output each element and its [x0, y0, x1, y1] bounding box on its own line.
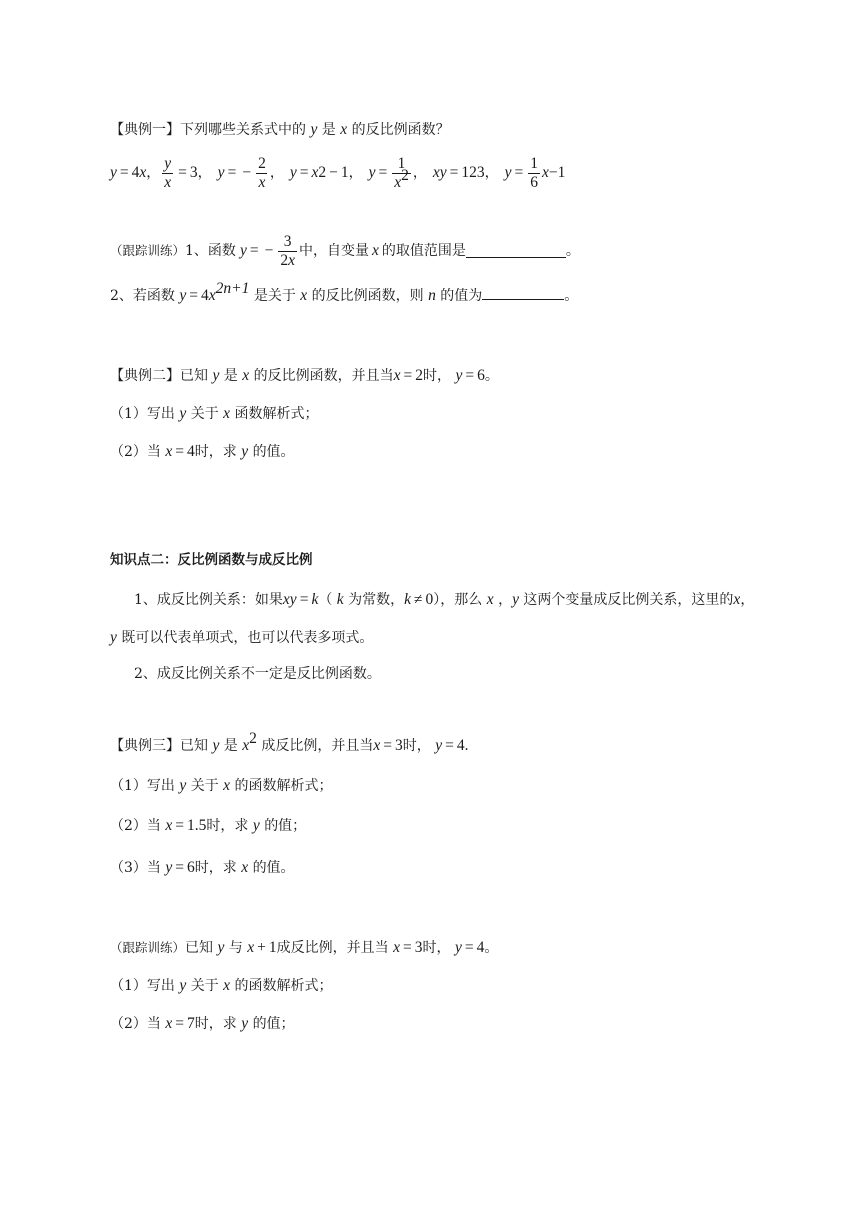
- fraction-1-over-x-squared: $\frac{1}{x^2}$: [394, 154, 409, 191]
- fraction-3-over-2x: $\frac{3}{2x}$: [280, 232, 295, 269]
- training-tag: （跟踪训练）: [110, 243, 186, 258]
- example-3-step-3: （3）当 y = 6时，求 x 的值。: [110, 859, 295, 876]
- training-1-question-2: 2、若函数 $y = 4x^{2n+1}$ 是关于 x 的反比例函数，则 n 的值为 。: [110, 280, 579, 304]
- knowledge-point-2-heading: 知识点二：反比例函数与成反比例: [110, 552, 313, 568]
- fraction-2-over-x: $\frac{2}{x}$: [258, 154, 266, 191]
- example-3-question: 【典例三】已知 y 是 $x^2$ 成反比例，并且当x = 3时， y = 4.: [110, 730, 469, 754]
- example-2-tag: 【典例二】: [110, 368, 180, 384]
- knowledge-point-2-para-2: 2、成反比例关系不一定是反比例函数。: [134, 666, 381, 682]
- example-3-step-1: （1）写出 y 关于 x 的函数解析式；: [110, 777, 333, 794]
- example-2-step-2: （2）当 x = 4时，求 y 的值。: [110, 443, 295, 460]
- example-3-tag: 【典例三】: [110, 738, 180, 754]
- example-1-question: 【典例一】下列哪些关系式中的 y 是 x 的反比例函数？: [110, 121, 450, 138]
- training-2-question: （跟踪训练）已知 y 与 x + 1成反比例，并且当 x = 3时， y = 4。: [110, 939, 499, 956]
- example-3-step-2: （2）当 x = 1.5时，求 y 的值；: [110, 817, 307, 834]
- answer-blank[interactable]: [466, 245, 566, 258]
- example-2-question: 【典例二】已知 y 是 x 的反比例函数，并且当x = 2时， y = 6。: [110, 367, 499, 384]
- training-2-step-1: （1）写出 y 关于 x 的函数解析式；: [110, 977, 333, 994]
- training-tag: （跟踪训练）: [110, 940, 186, 955]
- fraction-1-over-6: $\frac{1}{6}$: [530, 154, 539, 191]
- example-2-step-1: （1）写出 y 关于 x 函数解析式；: [110, 405, 319, 422]
- example-1-tag: 【典例一】: [110, 122, 180, 138]
- knowledge-point-2-para-1: 1、成反比例关系：如果xy = k（ k 为常数，k ≠ 0），那么 x ，y 这两个变量成反比例关系，这里的x，: [134, 591, 755, 608]
- training-1-question-1: （跟踪训练） 1、函数 y = − $\frac{3}{2x}$ 中，自变量 x 的取值范围是 。: [110, 232, 580, 269]
- knowledge-point-2-para-1-cont: y 既可以代表单项式，也可以代表多项式。: [110, 629, 374, 646]
- answer-blank[interactable]: [482, 287, 564, 300]
- fraction-y-over-x: $\frac{y}{x}$: [164, 154, 172, 191]
- example-1-expressions: y = 4 x ， $\frac{y}{x}$ = 3 ， y = − $\frac{2}{x}$ ， y = x 2 − 1 ， y = $\frac{1}{x^2}$ ， xy = 123 ， y = $\frac{1}{6}$ x −1: [110, 154, 566, 191]
- training-2-step-2: （2）当 x = 7时，求 y 的值；: [110, 1015, 295, 1032]
